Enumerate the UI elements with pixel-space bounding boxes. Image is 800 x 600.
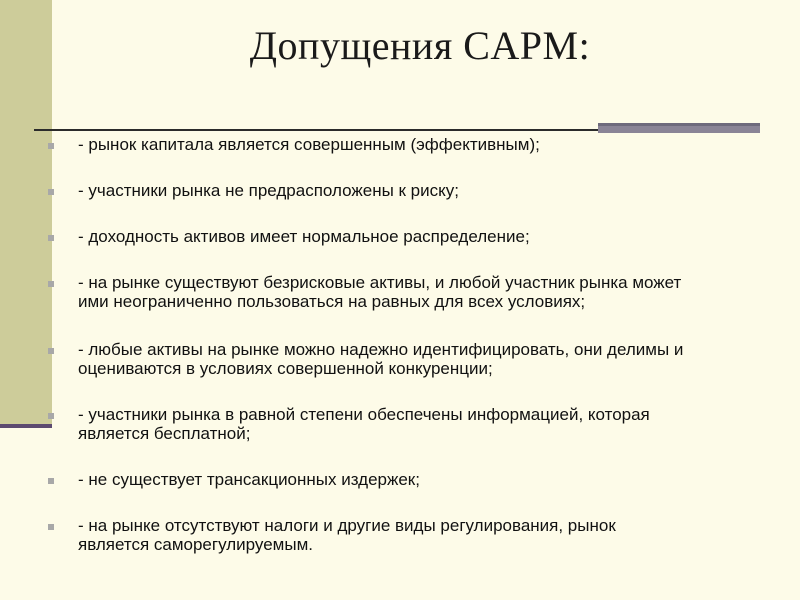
list-item-text: - не существует трансакционных издержек; xyxy=(78,470,420,489)
list-item-text: - любые активы на рынке можно надежно идентифицировать, они делимы и оцениваются в условиях совершенной конкуренции; xyxy=(78,340,684,378)
bullet-square-icon xyxy=(48,348,54,354)
bullet-square-icon xyxy=(48,413,54,419)
slide-title: Допущения CAPM: xyxy=(249,23,591,68)
bullet-square-icon xyxy=(48,281,54,287)
list-item-text: - на рынке отсутствуют налоги и другие виды регулирования, рынок является саморегулируемым. xyxy=(78,516,616,554)
list-item-text: - участники рынка не предрасположены к риску; xyxy=(78,181,459,200)
list-item-text: - на рынке существуют безрисковые активы, и любой участник рынка может ими неограниченно пользоваться на равных для всех условиях; xyxy=(78,273,682,311)
list-item-text: - доходность активов имеет нормальное распределение; xyxy=(78,227,530,246)
bullet-square-icon xyxy=(48,189,54,195)
list-item-text: - участники рынка в равной степени обеспечены информацией, которая является бесплатной; xyxy=(78,405,650,443)
bullet-square-icon xyxy=(48,524,54,530)
bullet-square-icon xyxy=(48,478,54,484)
bullet-square-icon xyxy=(48,143,54,149)
bullet-square-icon xyxy=(48,235,54,241)
list-item-text: - рынок капитала является совершенным (эффективным); xyxy=(78,135,540,154)
